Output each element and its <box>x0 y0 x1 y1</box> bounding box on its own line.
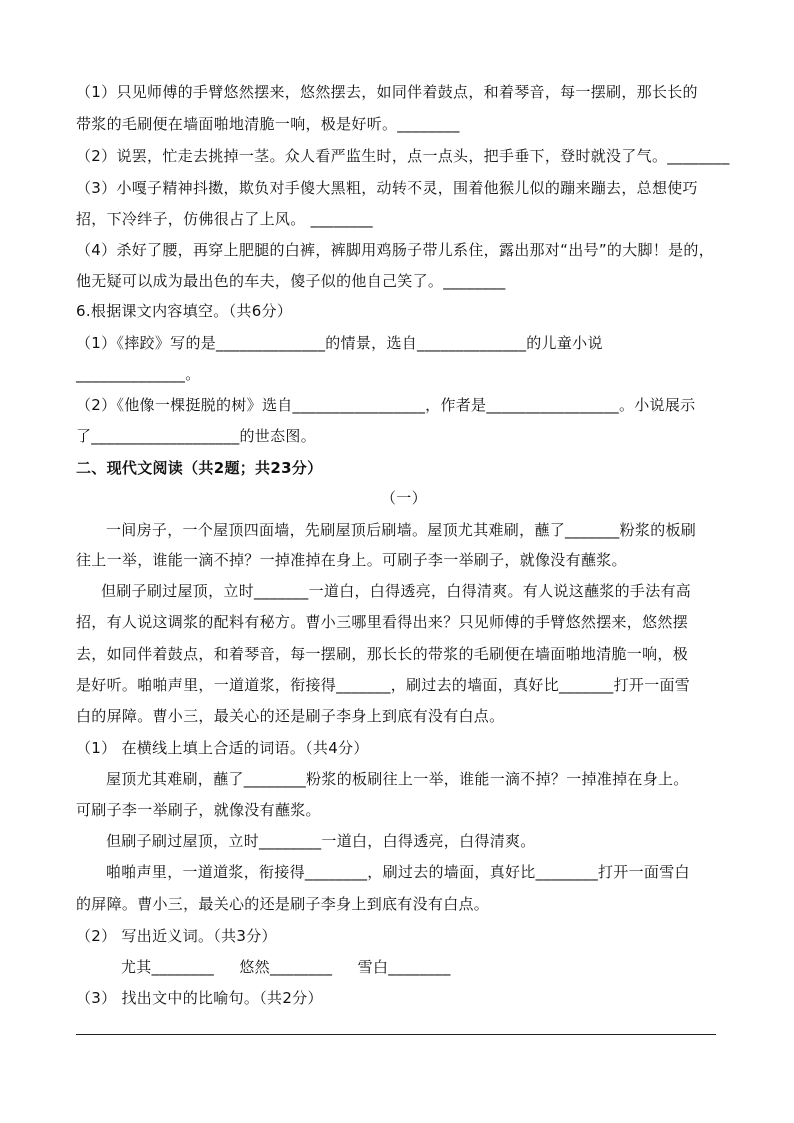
subquestion-1-text-line-2: 可刷子李一举刷子，就像没有蘸浆。 <box>76 801 321 819</box>
passage-1-title: （一） <box>381 489 427 507</box>
question-5-item-4-line-2: 他无疑可以成为最出色的车夫，傻子似的他自己笑了。________ <box>76 272 506 290</box>
question-5-item-2: （2）说罢，忙走去挑掉一茎。众人看严监生时，点一点头，把手垂下，登时就没了气。________ <box>76 147 730 165</box>
passage-paragraph-2-line-5: 白的屏障。曹小三，最关心的还是刷子李身上到底有没有白点。 <box>76 707 505 725</box>
subquestion-2-heading: （2） 写出近义词。（共3分） <box>76 927 277 945</box>
passage-paragraph-2-line-1: 但刷子刷过屋顶，立时_______一道白，白得透亮，白得清爽。有人说这蘸浆的手法有高 <box>101 582 692 600</box>
section-2-heading: 二、现代文阅读（共2题；共23分） <box>76 459 323 477</box>
subquestion-2-synonyms: 尤其________ 悠然________ 雪白________ <box>121 958 451 976</box>
passage-paragraph-2-line-4: 是好听。啪啪声里，一道道浆，衔接得_______，刷过去的墙面，真好比_______打开一面雪 <box>76 676 691 694</box>
passage-paragraph-1-line-2: 往上一举，谁能一滴不掉？一掉准掉在身上。可刷子李一举刷子，就像没有蘸浆。 <box>76 551 627 569</box>
subquestion-1-heading: （1） 在横线上填上合适的词语。（共4分） <box>76 739 369 757</box>
question-5-item-1-line-2: 带浆的毛刷便在墙面啪地清脆一响，极是好听。________ <box>76 115 460 133</box>
question-5-item-3-line-1: （3）小嘎子精神抖擞，欺负对手傻大黑粗，动转不灵，围着他猴儿似的蹦来蹦去，总想使巧 <box>76 179 698 197</box>
question-6-item-2-line-2: 了___________________的世态图。 <box>76 427 317 445</box>
question-6-heading: 6.根据课文内容填空。（共6分） <box>76 302 293 320</box>
question-5-item-1-line-1: （1）只见师傅的手臂悠然摆来，悠然摆去，如同伴着鼓点，和着琴音，每一摆刷，那长长的 <box>76 83 698 101</box>
passage-paragraph-2-line-2: 招，有人说这调浆的配料有秘方。曹小三哪里看得出来？只见师傅的手臂悠然摆来，悠然摆 <box>76 613 689 631</box>
passage-paragraph-2-line-3: 去，如同伴着鼓点，和着琴音，每一摆刷，那长长的带浆的毛刷便在墙面啪地清脆一响，极 <box>76 645 689 663</box>
subquestion-1-text-line-4: 啪啪声里，一道道浆，衔接得________，刷过去的墙面，真好比________打开一面雪白 <box>106 863 690 881</box>
footer-divider <box>76 1034 716 1035</box>
subquestion-3-heading: （3） 找出文中的比喻句。（共2分） <box>76 989 323 1007</box>
subquestion-1-text-line-3: 但刷子刷过屋顶，立时________一道白，白得透亮，白得清爽。 <box>106 832 536 850</box>
subquestion-1-text-line-1: 屋顶尤其难刷，蘸了________粉浆的板刷往上一举，谁能一滴不掉？一掉准掉在身上。 <box>106 770 689 788</box>
subquestion-1-text-line-5: 的屏障。曹小三，最关心的还是刷子李身上到底有没有白点。 <box>76 895 490 913</box>
question-5-item-4-line-1: （4）杀好了腰，再穿上肥腿的白裤，裤脚用鸡肠子带儿系住，露出那对“出号”的大脚！是的， <box>76 241 714 259</box>
passage-paragraph-1-line-1: 一间房子，一个屋顶四面墙，先刷屋顶后刷墙。屋顶尤其难刷，蘸了_______粉浆的板刷 <box>106 521 697 539</box>
question-6-item-1-line-1: （1）《摔跤》写的是______________的情景，选自______________的儿童小说 <box>76 334 603 352</box>
question-6-item-2-line-1: （2）《他像一棵挺脱的树》选自_________________，作者是_________________。小说展示 <box>76 396 696 414</box>
question-5-item-3-line-2: 招，下冷绊子，仿佛很占了上风。 ________ <box>76 210 373 228</box>
question-6-item-1-line-2: ______________。 <box>76 365 201 383</box>
